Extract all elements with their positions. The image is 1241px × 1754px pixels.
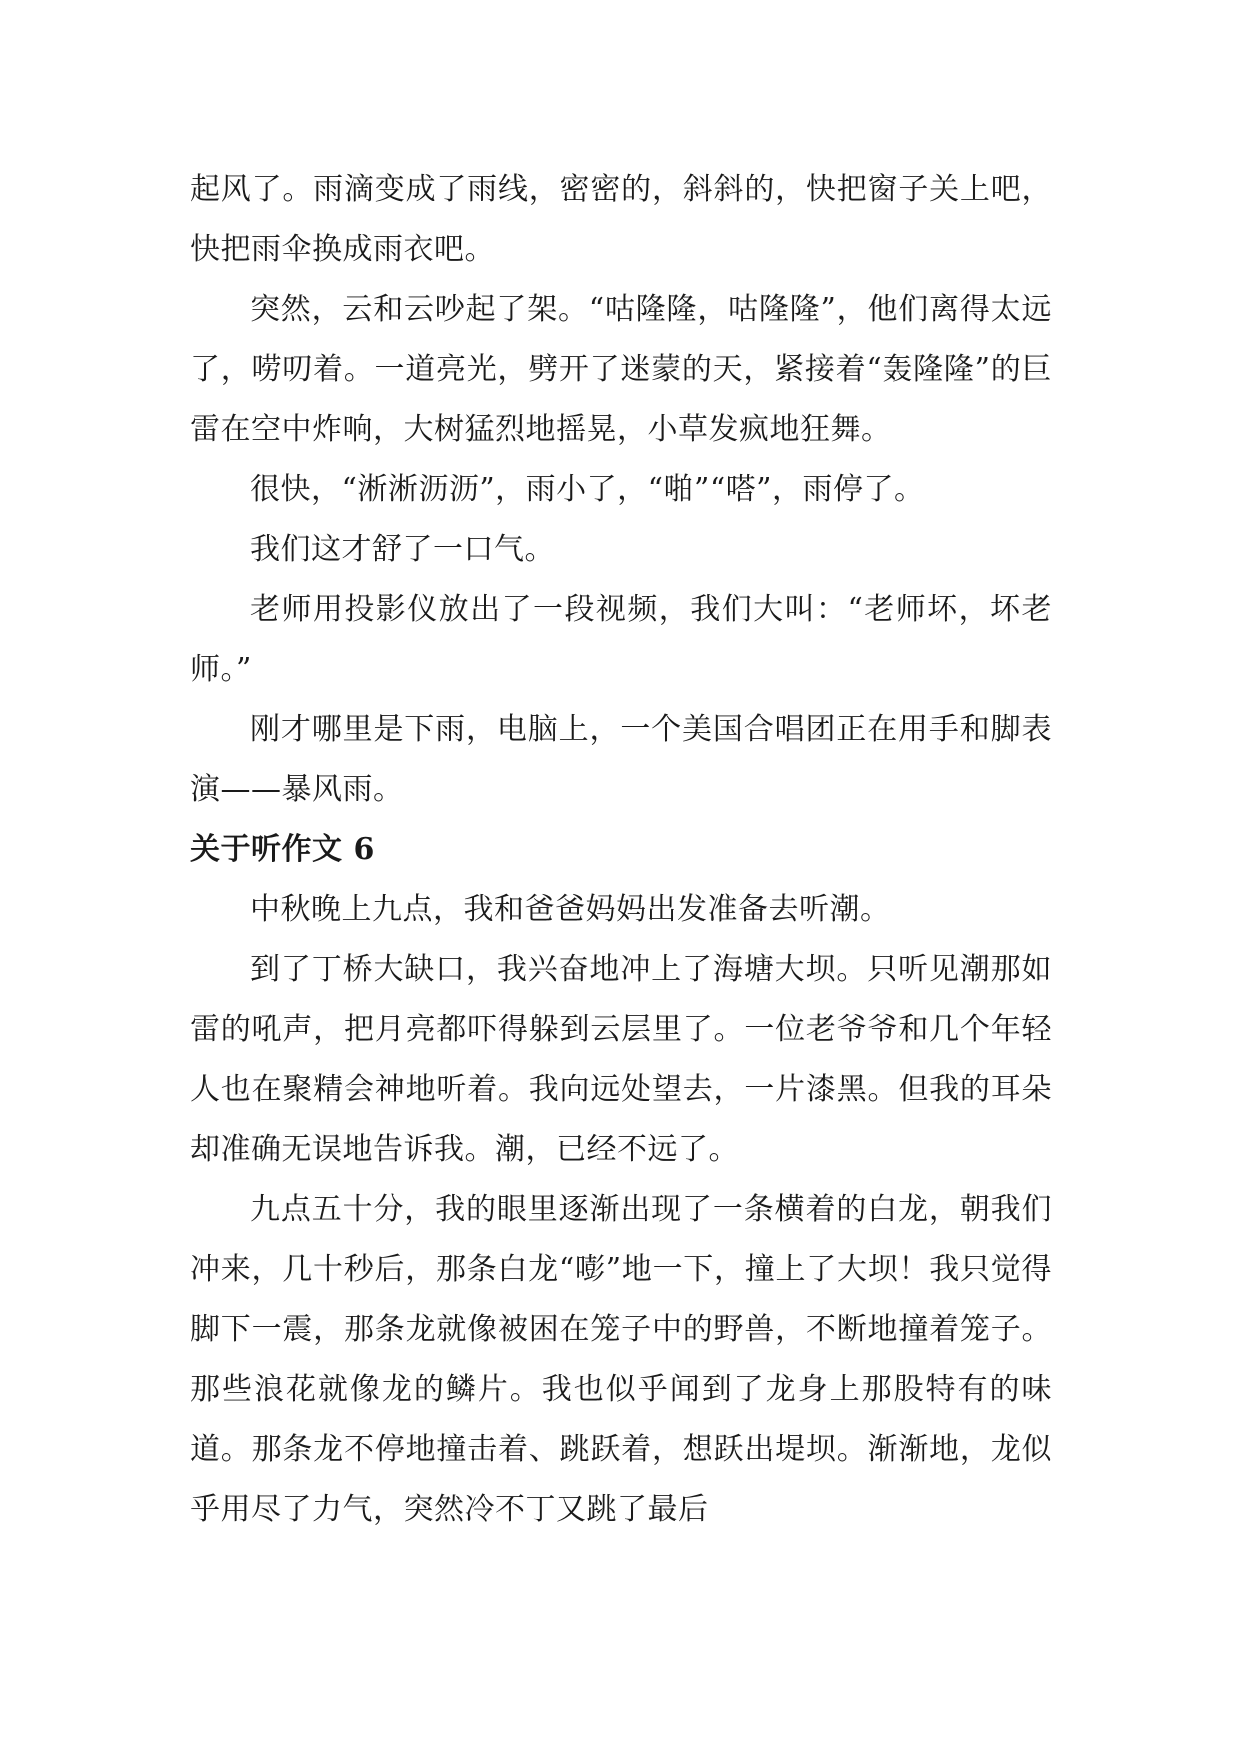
paragraph: 老师用投影仪放出了一段视频，我们大叫：“老师坏，坏老师。” xyxy=(190,592,1052,687)
paragraph: 很快，“淅淅沥沥”，雨小了，“啪”“嗒”，雨停了。 xyxy=(250,472,925,507)
document-page xyxy=(190,160,1052,1540)
paragraph: 我们这才舒了一口气。 xyxy=(250,532,555,567)
paragraph: 突然，云和云吵起了架。“咕隆隆，咕隆隆”，他们离得太远了，唠叨着。一道亮光，劈开了迷蒙的天，紧接着“轰隆隆”的巨雷在空中炸响，大树猛烈地摇晃，小草发疯地狂舞。 xyxy=(190,292,1052,447)
paragraph: 到了丁桥大缺口，我兴奋地冲上了海塘大坝。只听见潮那如雷的吼声，把月亮都吓得躲到云层里了。一位老爷爷和几个年轻人也在聚精会神地听着。我向远处望去，一片漆黑。但我的耳朵却准确无误地告诉我。潮，已经不远了。 xyxy=(190,952,1052,1167)
section-title: 关于听作文 6 xyxy=(190,832,375,867)
paragraph: 刚才哪里是下雨，电脑上，一个美国合唱团正在用手和脚表演——暴风雨。 xyxy=(190,712,1052,807)
paragraph: 九点五十分，我的眼里逐渐出现了一条横着的白龙，朝我们冲来，几十秒后，那条白龙“嘭”地一下，撞上了大坝！我只觉得脚下一震，那条龙就像被困在笼子中的野兽，不断地撞着笼子。那些浪花就像龙的鳞片。我也似乎闻到了龙身上那股特有的味道。那条龙不停地撞击着、跳跃着，想跃出堤坝。渐渐地，龙似乎用尽了力气，突然冷不丁又跳了最后 xyxy=(190,1192,1052,1527)
paragraph: 中秋晚上九点，我和爸爸妈妈出发准备去听潮。 xyxy=(250,892,891,927)
paragraph: 起风了。雨滴变成了雨线，密密的，斜斜的，快把窗子关上吧，快把雨伞换成雨衣吧。 xyxy=(190,172,1052,267)
